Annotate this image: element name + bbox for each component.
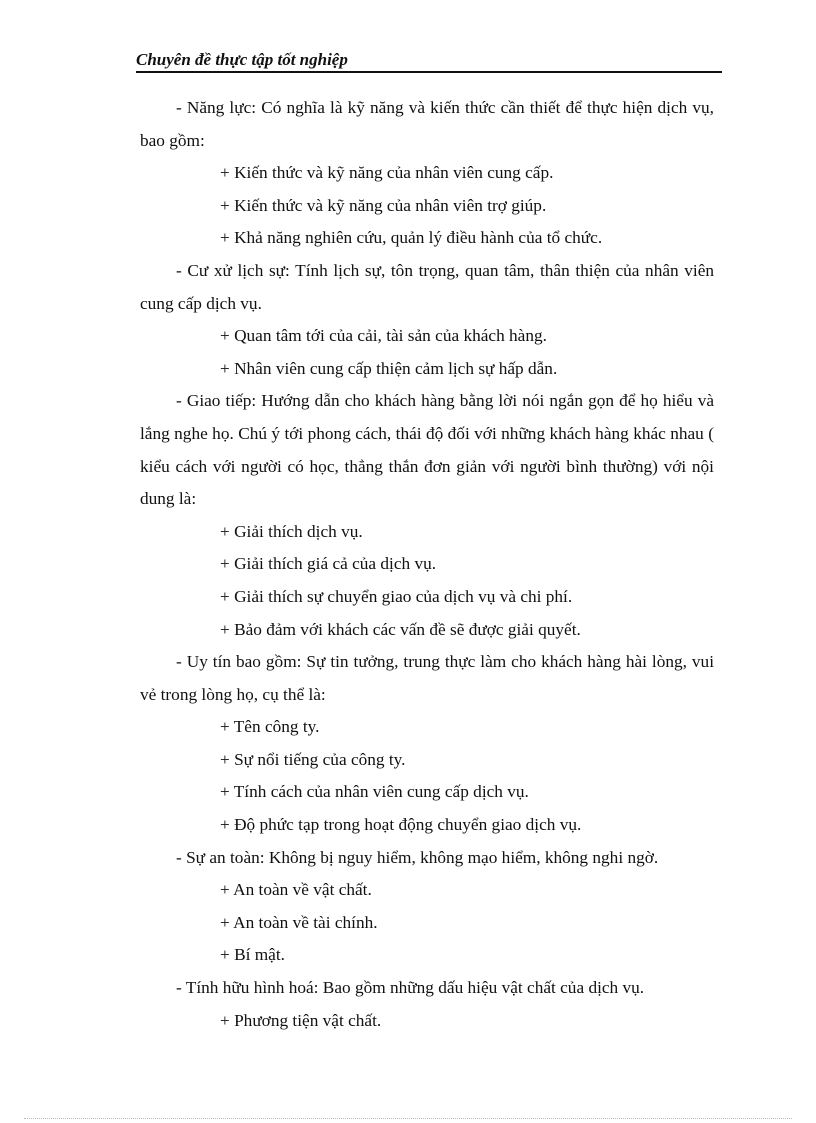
bullet-item: + Nhân viên cung cấp thiện cảm lịch sự hấp dẫn.: [220, 358, 558, 378]
bullet-item: + Khả năng nghiên cứu, quản lý điều hành của tổ chức.: [220, 228, 603, 248]
bullet-item: + Độ phức tạp trong hoạt động chuyển giao dịch vụ.: [220, 815, 582, 835]
bullet-item: + An toàn về tài chính.: [220, 912, 378, 932]
bullet-item: + Kiến thức và kỹ năng của nhân viên trợ giúp.: [220, 195, 547, 215]
paragraph-tinh-huu-hinh-hoa: - Tính hữu hình hoá: Bao gồm những dấu hiệu vật chất của dịch vụ.: [176, 978, 645, 998]
bullet-item: + Quan tâm tới của cải, tài sản của khách hàng.: [220, 326, 547, 346]
bullet-item: + Giải thích dịch vụ.: [220, 521, 363, 541]
bullet-item: + Bí mật.: [220, 945, 285, 965]
bullet-item: + Giải thích sự chuyển giao của dịch vụ và chi phí.: [220, 586, 573, 606]
bullet-item: + Kiến thức và kỹ năng của nhân viên cung cấp.: [220, 163, 554, 183]
bullet-item: + An toàn về vật chất.: [220, 880, 372, 900]
bullet-item: + Giải thích giá cả của dịch vụ.: [220, 554, 437, 574]
header-title: Chuyên đề thực tập tốt nghiệp: [136, 50, 348, 69]
paragraph-giao-tiep: - Giao tiếp: Hướng dẫn cho khách hàng bằng lời nói ngắn gọn để họ hiểu và lắng nghe họ. Chú ý tới phong cách, thái độ đối với những khách hàng khác nhau ( kiểu cách với người có học, thẳng thắn đơn giản với người bình thường) với nội dung là:: [140, 391, 714, 509]
page-bottom-divider: [24, 1118, 792, 1119]
bullet-item: + Sự nổi tiếng của công ty.: [220, 749, 406, 769]
paragraph-su-an-toan: - Sự an toàn: Không bị nguy hiểm, không mạo hiểm, không nghi ngờ.: [176, 847, 659, 867]
page-header: [136, 50, 722, 73]
bullet-item: + Tên công ty.: [220, 717, 320, 737]
document-body: [140, 92, 714, 1037]
paragraph-nang-luc: - Năng lực: Có nghĩa là kỹ năng và kiến thức cần thiết để thực hiện dịch vụ, bao gồm:: [140, 98, 714, 150]
bullet-item: + Tính cách của nhân viên cung cấp dịch vụ.: [220, 782, 529, 802]
bullet-item: + Phương tiện vật chất.: [220, 1010, 382, 1030]
paragraph-cu-xu-lich-su: - Cư xử lịch sự: Tính lịch sự, tôn trọng, quan tâm, thân thiện của nhân viên cung cấp dịch vụ.: [140, 260, 714, 313]
bullet-item: + Bảo đảm với khách các vấn đề sẽ được giải quyết.: [220, 619, 581, 639]
paragraph-uy-tin: - Uy tín bao gồm: Sự tin tưởng, trung thực làm cho khách hàng hài lòng, vui vẻ trong lòng họ, cụ thể là:: [140, 652, 714, 704]
